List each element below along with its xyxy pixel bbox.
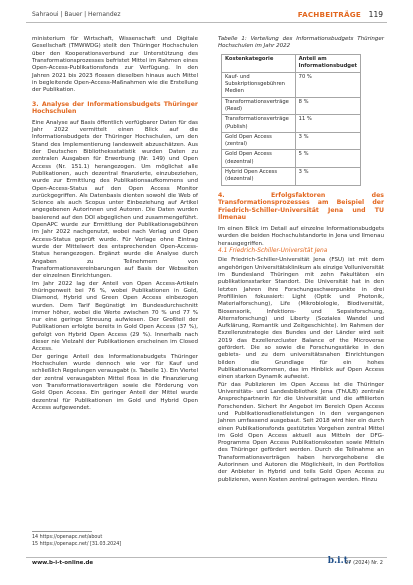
table-row <box>222 132 361 150</box>
table-header-category: Kostenkategorie <box>222 55 296 73</box>
footer-url: www.b-i-t-online.de <box>32 560 94 566</box>
footnotes <box>32 534 121 548</box>
page-number: 119 <box>368 10 383 19</box>
table-cell-category: Gold Open Access (dezentral) <box>222 150 296 168</box>
footnote: 14 https://openapc.net/about <box>32 535 103 540</box>
footnote: 15 https://openapc.net/ [31.03.2024] <box>32 542 122 548</box>
table-row <box>222 168 361 186</box>
paragraph: Eine Analyse auf Basis öffentlich verfügbarer Daten für das Jahr 2022 vermittelt einen Blick auf die Informationsbudgets der Thüringer Hochschulen, um den Stand des Implementierung landesweit abzuschätzen. Aus der Deutschen Bibliotheksstatistik wurden Daten zu zentralen Ausgaben für Erwerbung (Nr. 149) und Open Access (Nr. 151.1) herangezogen. Um möglichst alle Publikationen, auch dezentral finanzierte, einzubeziehen, wurde zur Ermittlung des Publikationsaufkommens und Open-Access-Status auf den Open Access Monitor zurückgegriffen. Als Datenbasis dienten sowohl die Web of Science als auch Scopus unter Einbeziehung auf Artikel angegebenen Autorinnen und Autoren. Die Daten wurden basierend auf den DOI abgeglichen und zusammengeführt. OpenAPC wurde zur Ermittlung der Publikationsgebühren im Jahr 2022 nachgenutzt, wobei nach Verlag und Open Access-Status geprüft wurde. Für Verlage ohne Eintrag wurde der Mittelwert des entsprechenden Open-Access-Status herangezogen. Ergänzt wurde die Analyse durch Angaben zu Teilnehmern von Transformationsvereinbarungen auf Basis der Webseiten der einzelnen Einrichtungen. <box>32 119 198 280</box>
header-divider <box>26 22 387 23</box>
table-cell-share: 8 % <box>295 97 360 115</box>
table-cell-category: Transformationsverträge (Publish) <box>222 115 296 133</box>
table-header-share: Anteil am Informationsbudget <box>295 55 360 73</box>
table-row <box>222 72 361 97</box>
section-heading-3: 3. Analyse der Informationsbudgets Thüringer Hochschulen <box>32 100 198 116</box>
paragraph: Für das Publizieren im Open Access ist die Thüringer Universitäts- und Landesbibliothek Jena (ThULB) zentrale Ansprechpartnerin für die Universität und die affiliierten Forschenden. Sichert ihr Angebot im Bereich Open Access und Publikationsdienstleistungen in den vergangenen Jahren umfassend ausgebaut. Seit 2018 wird hier ein durch einen Publikationsfonds gestütztes Vorgehen zentral Mittel im Gold Open Access aktuell aus Mitteln der DFG-Programms Open Access Publikationskosten sowie Mitteln des Thüringer gefördert werden. Durch die Teilnahme an Transformationsverträgen haben hervorgehobene die Autorinnen und Autoren die Möglichkeit, in den Portfolios der Anbieter in Hybrid und teils Gold Open Access zu publizieren, wenn Kosten zentral getragen werden. Hinzu <box>218 381 384 483</box>
issue-label: 27 (2024) Nr. 2 <box>345 560 383 566</box>
table-row <box>222 115 361 133</box>
table-cell-share: 3 % <box>295 132 360 150</box>
table-header-row <box>222 55 361 73</box>
right-column <box>218 36 384 484</box>
paragraph: Die Friedrich-Schiller-Universität Jena (FSU) ist mit dem angehörigen Universitätsklinikum als einzige Volluniversität im Bundesland Thüringen mit zehn Fakultäten ein publikationsstarker Standort. Die Universität hat in den letzten Jahren ihre Forschungsschwerpunkte in drei Profillinien fokussiert: Light (Optik und Photonik, Materialforschung), Life (Mikrobiologie, Biodiversität, Biosensorik, Infektions- und Sepsisforschung, Alternsforschung) und Liberty (Soziales Wandel und Aufklärung, Romantik und Zeitgeschichte). Im Rahmen der Exzellenzstrategie des Bundes und der Länder wird seit 2019 das Exzellenzcluster Balance of the Microverse gefördert. Die so sowie die Forschungsstärke in den gebiets- und zu dem universitätsnahen Einrichtungen bilden die Grundlage für ein hohes Publikationsaufkommen, das im Hinblick auf Open Access einen starken Dynamik aufweist. <box>218 257 384 381</box>
table-cell-category: Gold Open Access (zentral) <box>222 132 296 150</box>
table-cell-share: 70 % <box>295 72 360 97</box>
table-cell-share: 3 % <box>295 168 360 186</box>
left-column <box>32 36 198 412</box>
paragraph: ministerium für Wirtschaft, Wissenschaft und Digitale Gesellschaft (TMWWDG) stellt den Thüringer Hochschulen über den Kooperationsverbund zur Unterstützung des Transformationsprozesses befristet Mittel im Rahmen eines Open-Access-Publikationsfonds zur Verfügung. In den Jahren 2021 bis 2023 flossen dieselben hinaus auch Mittel in begleitende Open-Access-Maßnahmen wie die Erstellung der Publikation. <box>32 36 198 94</box>
paragraph: Im einen Blick im Detail auf einzelne Informationsbudgets wurden die beiden Hochschulstandorte in Jena und Ilmenau herausgegriffen. <box>218 226 384 247</box>
table-cell-category: Hybrid Open Access (dezentral) <box>222 168 296 186</box>
paragraph: Im Jahr 2022 lag der Anteil von Open Access-Artikeln thüringenweit bei 76 %, wobei Publikationen in Gold, Diamond, Hybrid und Green Open Access einbezogen wurden. Dem Tarif Begünstigt im Bundesdurchschnitt immer höher, wobei die Werte zwischen 70 % und 77 % nur eine geringe Streuung aufwiesen. Der Großteil der Publikationen erfolgte bereits in Gold Open Access (37 %), gefolgt von Hybrid Open Access (29 %). Innerhalb nach dieser nie Vielzahl der Publikationen erscheinen im Closed Access. <box>32 280 198 353</box>
section-heading-4: 4. Erfolgsfaktoren des Transformationsprozesses am Beispiel der Friedrich-Schiller-Universität Jena und TU Ilmenau <box>218 191 384 222</box>
section-label: FACHBEITRÄGE <box>297 10 361 19</box>
table-row <box>222 97 361 115</box>
subsection-heading-4-1: 4.1 Friedrich-Schiller-Universität Jena <box>218 248 328 254</box>
table-cell-category: Transformationsverträge (Read) <box>222 97 296 115</box>
table-caption: Tabelle 1: Verteilung des Informationsbudgets Thüringer Hochschulen im Jahr 2022 <box>218 36 384 49</box>
budget-table <box>221 54 361 186</box>
publisher-logo: b.i.t. <box>327 556 351 566</box>
running-header-authors: Sahraoui | Bauer | Hernandez <box>32 11 121 18</box>
table-cell-category: Kauf- und Subskriptionsgebühren Medien <box>222 72 296 97</box>
table-cell-share: 11 % <box>295 115 360 133</box>
table-row <box>222 150 361 168</box>
paragraph: Der geringe Anteil des Informationsbudgets Thüringer Hochschulen wurde dennoch wie vor für Kauf und schließlich Regelungen verausgabt (s. Tabelle 1). Ein Viertel der zentral verausgabten Mittel floss in die Finanzierung von Transformationsverträgen sowie die Förderung von Gold Open Access. Ein geringer Anteil der Mittel wurde dezentral für Publikationen im Gold und Hybrid Open Access aufgewendet. <box>32 353 198 411</box>
footnote-divider <box>32 531 92 532</box>
table-cell-share: 5 % <box>295 150 360 168</box>
